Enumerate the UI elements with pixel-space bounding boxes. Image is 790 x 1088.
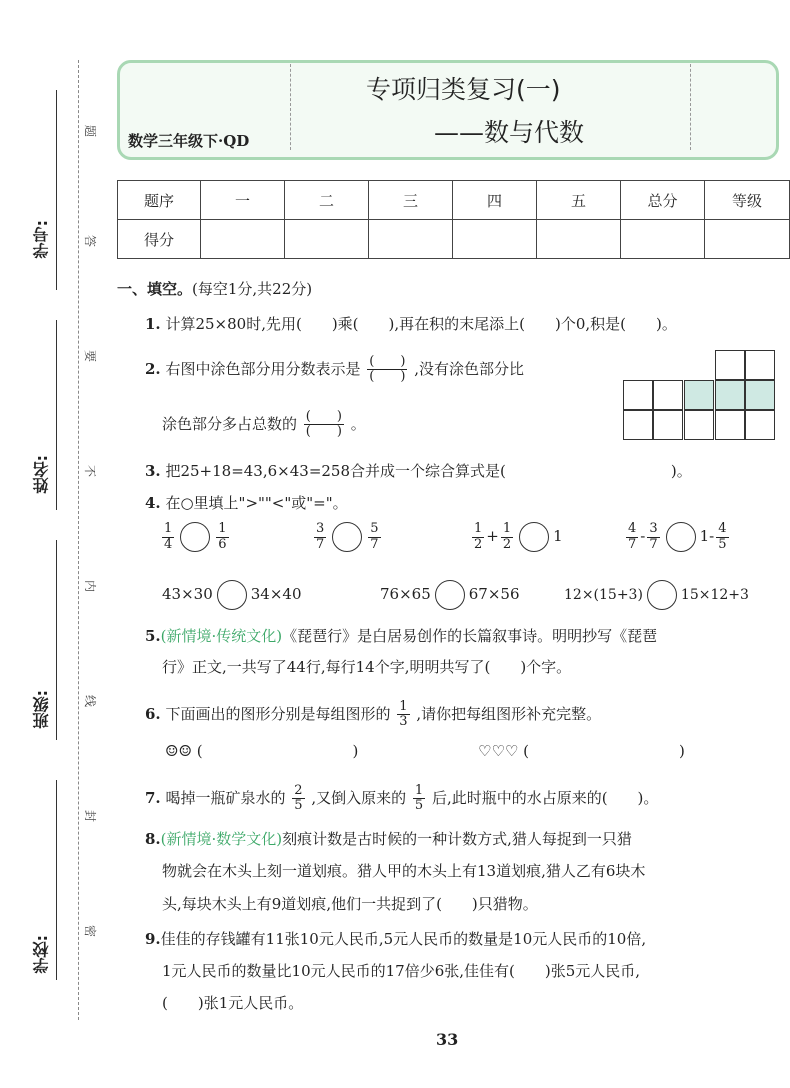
fraction-denominator: ( ) [369, 369, 406, 385]
grid-cell-shaded [684, 380, 714, 410]
answer-fraction[interactable] [304, 410, 344, 440]
question-text: ,没有涂色部分比 [414, 359, 524, 378]
compare-circle[interactable] [180, 522, 210, 552]
fraction-numerator: 1 [399, 699, 408, 714]
binding-school-line[interactable] [56, 780, 57, 980]
fraction-numerator: ( ) [369, 354, 406, 369]
score-cell[interactable] [705, 220, 790, 259]
question-number: 5. [145, 627, 161, 645]
question-number: 2. [145, 359, 161, 378]
question-text: 右图中涂色部分用分数表示是 [165, 359, 361, 378]
table-header-cell: 题序 [118, 181, 201, 220]
page-number: 33 [436, 1030, 459, 1049]
fraction-denominator: 3 [399, 714, 408, 730]
compare-item [160, 522, 231, 552]
table-header-cell: 等级 [705, 181, 790, 220]
compare-value: 76×65 [380, 585, 431, 603]
compare-item [380, 580, 520, 610]
compare-item [312, 522, 383, 552]
question-9-line2 [162, 960, 640, 981]
grid-cell [745, 410, 775, 440]
compare-value: 15×12+3 [680, 587, 749, 603]
compare-item: $\frac{1}{2}$ + $\frac{1}{2}$ 1 [474, 521, 563, 552]
question-text: 行》正文,一共写了44行,每行14个字,明明共写了( )个字。 [162, 658, 572, 676]
context-tag: (新情境·传统文化) [160, 627, 283, 645]
question-text: 喝掉一瓶矿泉水的 [165, 788, 286, 807]
compare-circle[interactable] [519, 522, 549, 552]
question-text: 头,每块木头上有9道划痕,他们一共捉到了( )只猎物。 [162, 895, 538, 913]
table-header-cell: 二 [285, 181, 369, 220]
question-5 [145, 625, 657, 646]
score-table [117, 180, 790, 259]
fraction-numerator: 3 [649, 521, 658, 537]
question-number: 9. [145, 930, 161, 948]
compare-value: 1- [699, 527, 715, 545]
compare-item [564, 580, 749, 610]
fraction-denominator: 7 [628, 536, 637, 552]
question-text: 把25+18=43,6×43=258合并成一个综合算式是( )。 [165, 462, 692, 480]
compare-circle[interactable] [666, 522, 696, 552]
question-text: ,请你把每组图形补充完整。 [416, 704, 602, 723]
grid-cell [623, 410, 653, 440]
score-cell[interactable] [537, 220, 621, 259]
question-number: 3. [145, 462, 161, 480]
question-8-line2 [162, 860, 645, 881]
compare-value: 1 [553, 527, 563, 545]
question-number: 4. [145, 494, 161, 512]
binding-char: 线 [84, 693, 97, 708]
table-header-cell: 一 [201, 181, 285, 220]
compare-value: 67×56 [468, 585, 520, 603]
binding-name-label: 姓名: [32, 455, 51, 494]
question-text: 计算25×80时,先用( )乘( ),再在积的末尾添上( )个0,积是( )。 [165, 315, 677, 333]
compare-value: 12×(15+3) [564, 587, 643, 603]
score-cell[interactable] [201, 220, 285, 259]
fraction-denominator: 2 [502, 536, 512, 552]
header-divider [690, 64, 691, 150]
question-text: ,又倒入原来的 [311, 788, 407, 807]
question-6-answers [165, 740, 358, 761]
compare-item: $\frac{4}{7}$ - $\frac{3}{7}$ 1- $\frac{4}{5}$ [628, 521, 727, 552]
page-subtitle: ——数与代数 [434, 118, 585, 147]
fraction-denominator: 4 [164, 536, 173, 552]
grid-cell [684, 410, 714, 440]
heart-icon: ♡♡♡ [478, 742, 519, 760]
section-heading: 一、填空。 [117, 280, 193, 298]
fraction-numerator: 2 [294, 783, 303, 798]
grid-cell [623, 380, 653, 410]
fraction-numerator: 1 [502, 521, 512, 537]
fraction-denominator: ( ) [305, 424, 342, 440]
compare-circle[interactable] [217, 580, 247, 610]
grid-cell-shaded [745, 380, 775, 410]
table-header-cell: 总分 [621, 181, 705, 220]
header-divider [290, 64, 291, 150]
table-header-cell: 四 [453, 181, 537, 220]
page-title: 专项归类复习(一) [366, 75, 561, 104]
score-cell[interactable] [369, 220, 453, 259]
section-title [117, 278, 312, 299]
table-header-cell: 五 [537, 181, 621, 220]
question-9 [145, 928, 646, 949]
question-text: 后,此时瓶中的水占原来的( )。 [431, 788, 659, 807]
grid-cell [715, 410, 745, 440]
binding-class-label: 班级: [32, 690, 51, 729]
binding-char: 要 [84, 348, 97, 363]
fraction-denominator: 7 [370, 536, 379, 552]
binding-char: 密 [84, 923, 97, 938]
question-number: 6. [145, 704, 161, 723]
fraction-numerator: 1 [474, 521, 483, 537]
binding-char: 题 [84, 123, 97, 138]
compare-value: 43×30 [162, 585, 213, 603]
score-cell[interactable] [285, 220, 369, 259]
fraction-numerator: 4 [628, 521, 637, 537]
table-header-cell: 三 [369, 181, 453, 220]
question-9-line3 [162, 992, 303, 1013]
question-3 [145, 460, 692, 481]
question-8 [145, 828, 632, 849]
binding-char: 封 [84, 808, 97, 823]
question-number: 8. [145, 830, 161, 848]
binding-id-label: 学号: [32, 220, 51, 259]
fraction-numerator: 3 [316, 521, 325, 537]
question-2-line2 [162, 410, 366, 440]
compare-circle[interactable] [647, 580, 677, 610]
question-number: 7. [145, 788, 161, 807]
question-text: 1元人民币的数量比10元人民币的17倍少6张,佳佳有( )张5元人民币, [162, 962, 641, 980]
binding-id-line[interactable] [56, 90, 57, 290]
table-row [118, 181, 790, 220]
question-text: 刻痕计数是古时候的一种计数方式,猎人每捉到一只猎 [282, 830, 632, 848]
question-text: 在○里填上">""<"或"="。 [165, 494, 348, 512]
grid-cell [715, 350, 745, 380]
question-number: 1. [145, 315, 161, 333]
binding-char: 答 [84, 233, 97, 248]
grid-cell [653, 410, 683, 440]
question-1 [145, 313, 677, 334]
question-text: 物就会在木头上刻一道划痕。猎人甲的木头上有13道划痕,猎人乙有6块木 [162, 862, 646, 880]
question-6-answers [478, 740, 685, 761]
compare-circle[interactable] [435, 580, 465, 610]
question-6 [145, 700, 601, 730]
fraction-numerator: 1 [414, 783, 424, 798]
smiley-icon: ☺ [178, 742, 192, 760]
question-text: 佳佳的存钱罐有11张10元人民币,5元人民币的数量是10元人民币的10倍, [160, 930, 647, 948]
answer-fraction[interactable] [367, 355, 407, 385]
question-2 [145, 355, 524, 385]
fraction-numerator: ( ) [305, 409, 342, 424]
question-4 [145, 492, 348, 513]
binding-char: 不 [84, 463, 97, 478]
fraction-denominator: 7 [649, 536, 658, 552]
answer-blank[interactable]: ( ) [523, 742, 685, 760]
fraction-numerator: 1 [218, 521, 227, 537]
fraction-numerator: 5 [370, 521, 379, 537]
grid-cell-shaded [715, 380, 745, 410]
fraction-numerator: 1 [164, 521, 173, 537]
section-note: (每空1分,共22分) [192, 280, 313, 298]
binding-char: 内 [84, 578, 97, 593]
question-text: 下面画出的图形分别是每组图形的 [165, 704, 391, 723]
binding-cut-line [78, 60, 79, 1020]
question-8-line3 [162, 893, 538, 914]
question-text: 《琵琶行》是白居易创作的长篇叙事诗。明明抄写《琵琶 [282, 627, 658, 645]
fraction-denominator: 5 [718, 536, 727, 552]
fraction-denominator: 6 [218, 536, 227, 552]
fraction-denominator: 5 [414, 798, 424, 814]
question-text: 。 [350, 414, 366, 433]
answer-blank[interactable]: ( ) [196, 742, 359, 760]
fraction-numerator: 4 [718, 521, 727, 537]
smiley-icon: ☺ [165, 742, 179, 760]
binding-name-line[interactable] [56, 320, 57, 510]
fraction-denominator: 2 [474, 536, 483, 552]
table-row [118, 220, 790, 259]
compare-circle[interactable] [332, 522, 362, 552]
grid-cell [653, 380, 683, 410]
grid-cell [745, 350, 775, 380]
context-tag: (新情境·数学文化) [160, 830, 283, 848]
question-7 [145, 784, 658, 814]
binding-school-label: 学校: [32, 935, 51, 974]
table-row-label: 得分 [118, 220, 201, 259]
question-text: ( )张1元人民币。 [162, 994, 304, 1012]
fraction-denominator: 7 [316, 536, 325, 552]
score-cell[interactable] [621, 220, 705, 259]
compare-item [162, 580, 302, 610]
grade-subtitle: 数学三年级下·QD [128, 132, 250, 150]
score-cell[interactable] [453, 220, 537, 259]
fraction-denominator: 5 [294, 798, 303, 814]
question-text: 涂色部分多占总数的 [162, 414, 298, 433]
compare-value: 34×40 [250, 585, 302, 603]
question-5-line2 [162, 656, 571, 677]
binding-class-line[interactable] [56, 540, 57, 740]
